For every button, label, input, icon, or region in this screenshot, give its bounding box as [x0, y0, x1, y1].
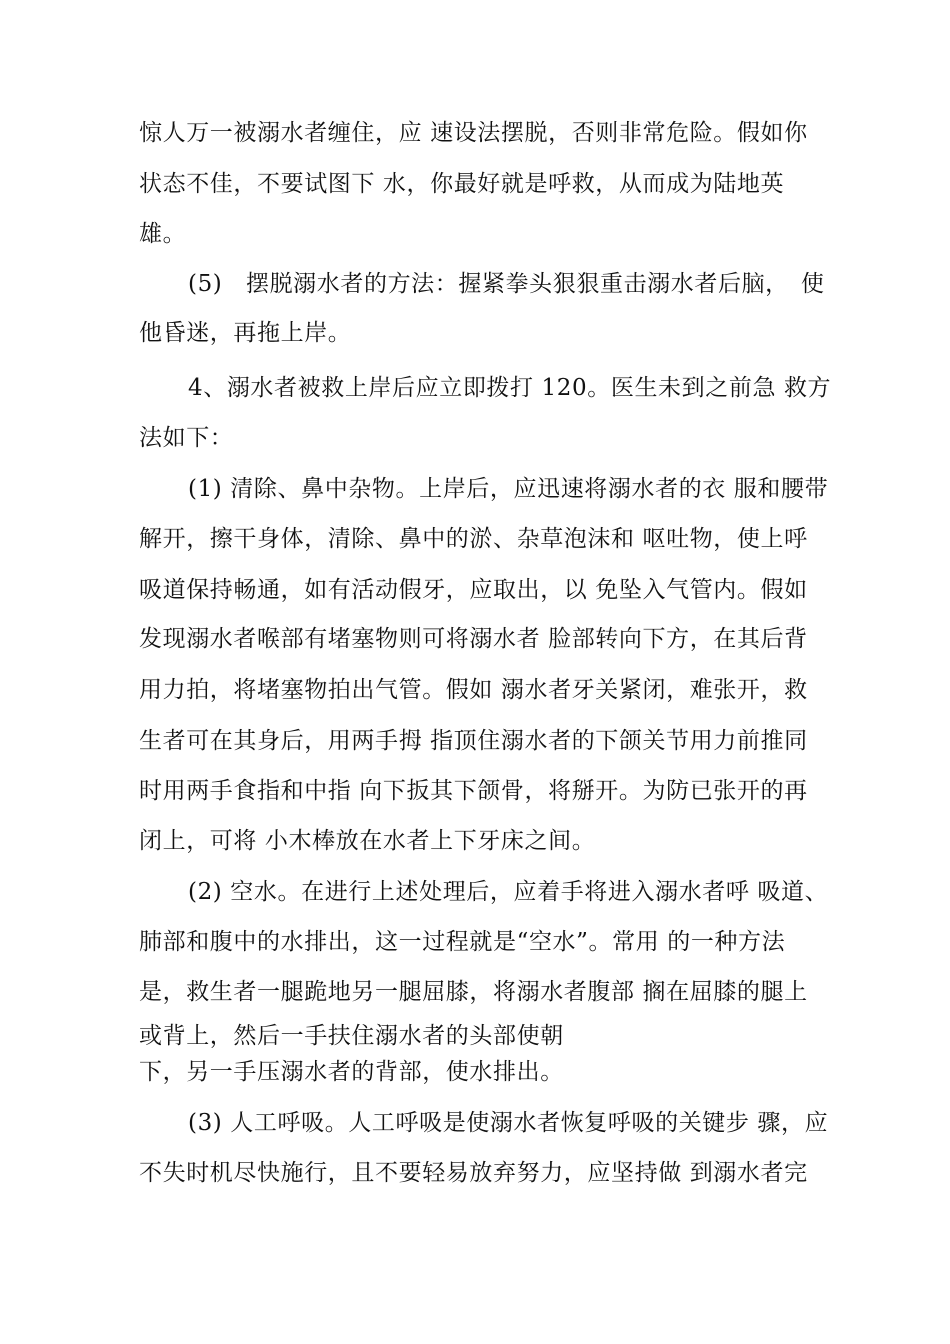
text-line: 发现溺水者喉部有堵塞物则可将溺水者 脸部转向下方，在其后背 [139, 626, 808, 652]
text-line: 肺部和腹中的水排出，这一过程就是“空水”。常用 的一种方法 [139, 929, 786, 955]
text-line: 用力拍，将堵塞物拍出气管。假如 溺水者牙关紧闭，难张开，救 [139, 677, 808, 703]
text-line: 下，另一手压溺水者的背部，使水排出。 [139, 1059, 564, 1085]
text-line: 惊人万一被溺水者缠住，应 速设法摆脱，否则非常危险。假如你 [139, 120, 808, 146]
text-line: 吸道保持畅通，如有活动假牙，应取出，以 免坠入气管内。假如 [139, 577, 808, 603]
text-line: 不失时机尽快施行，且不要轻易放弃努力，应坚持做 到溺水者完 [139, 1160, 808, 1186]
text-line: 法如下： [139, 425, 234, 451]
text-line: (1) 清除、鼻中杂物。上岸后，应迅速将溺水者的衣 服和腰带 [188, 476, 829, 502]
text-line: 解开，擦干身体，清除、鼻中的淤、杂草泡沫和 呕吐物，使上呼 [139, 526, 808, 552]
text-line: 状态不佳，不要试图下 水，你最好就是呼救，从而成为陆地英 [139, 171, 785, 197]
text-line: (3) 人工呼吸。人工呼吸是使溺水者恢复呼吸的关键步 骤，应 [188, 1110, 829, 1136]
text-line: 生者可在其身后，用两手拇 指顶住溺水者的下颌关节用力前推同 [139, 728, 808, 754]
text-line: 他昏迷，再拖上岸。 [139, 320, 352, 346]
text-line: 时用两手食指和中指 向下扳其下颌骨，将掰开。为防已张开的再 [139, 778, 808, 804]
text-line: (5) 摆脱溺水者的方法：握紧拳头狠狠重击溺水者后脑， 使 [188, 271, 825, 297]
text-line: (2) 空水。在进行上述处理后，应着手将进入溺水者呼 吸道、 [188, 879, 829, 905]
text-line: 雄。 [139, 221, 187, 247]
text-line: 闭上，可将 小木棒放在水者上下牙床之间。 [139, 828, 596, 854]
text-line: 或背上，然后一手扶住溺水者的头部使朝 [139, 1023, 564, 1049]
text-line: 是，救生者一腿跪地另一腿屈膝，将溺水者腹部 搁在屈膝的腿上 [139, 979, 808, 1005]
text-line: 4、溺水者被救上岸后应立即拨打 120。医生未到之前急 救方 [188, 375, 832, 401]
